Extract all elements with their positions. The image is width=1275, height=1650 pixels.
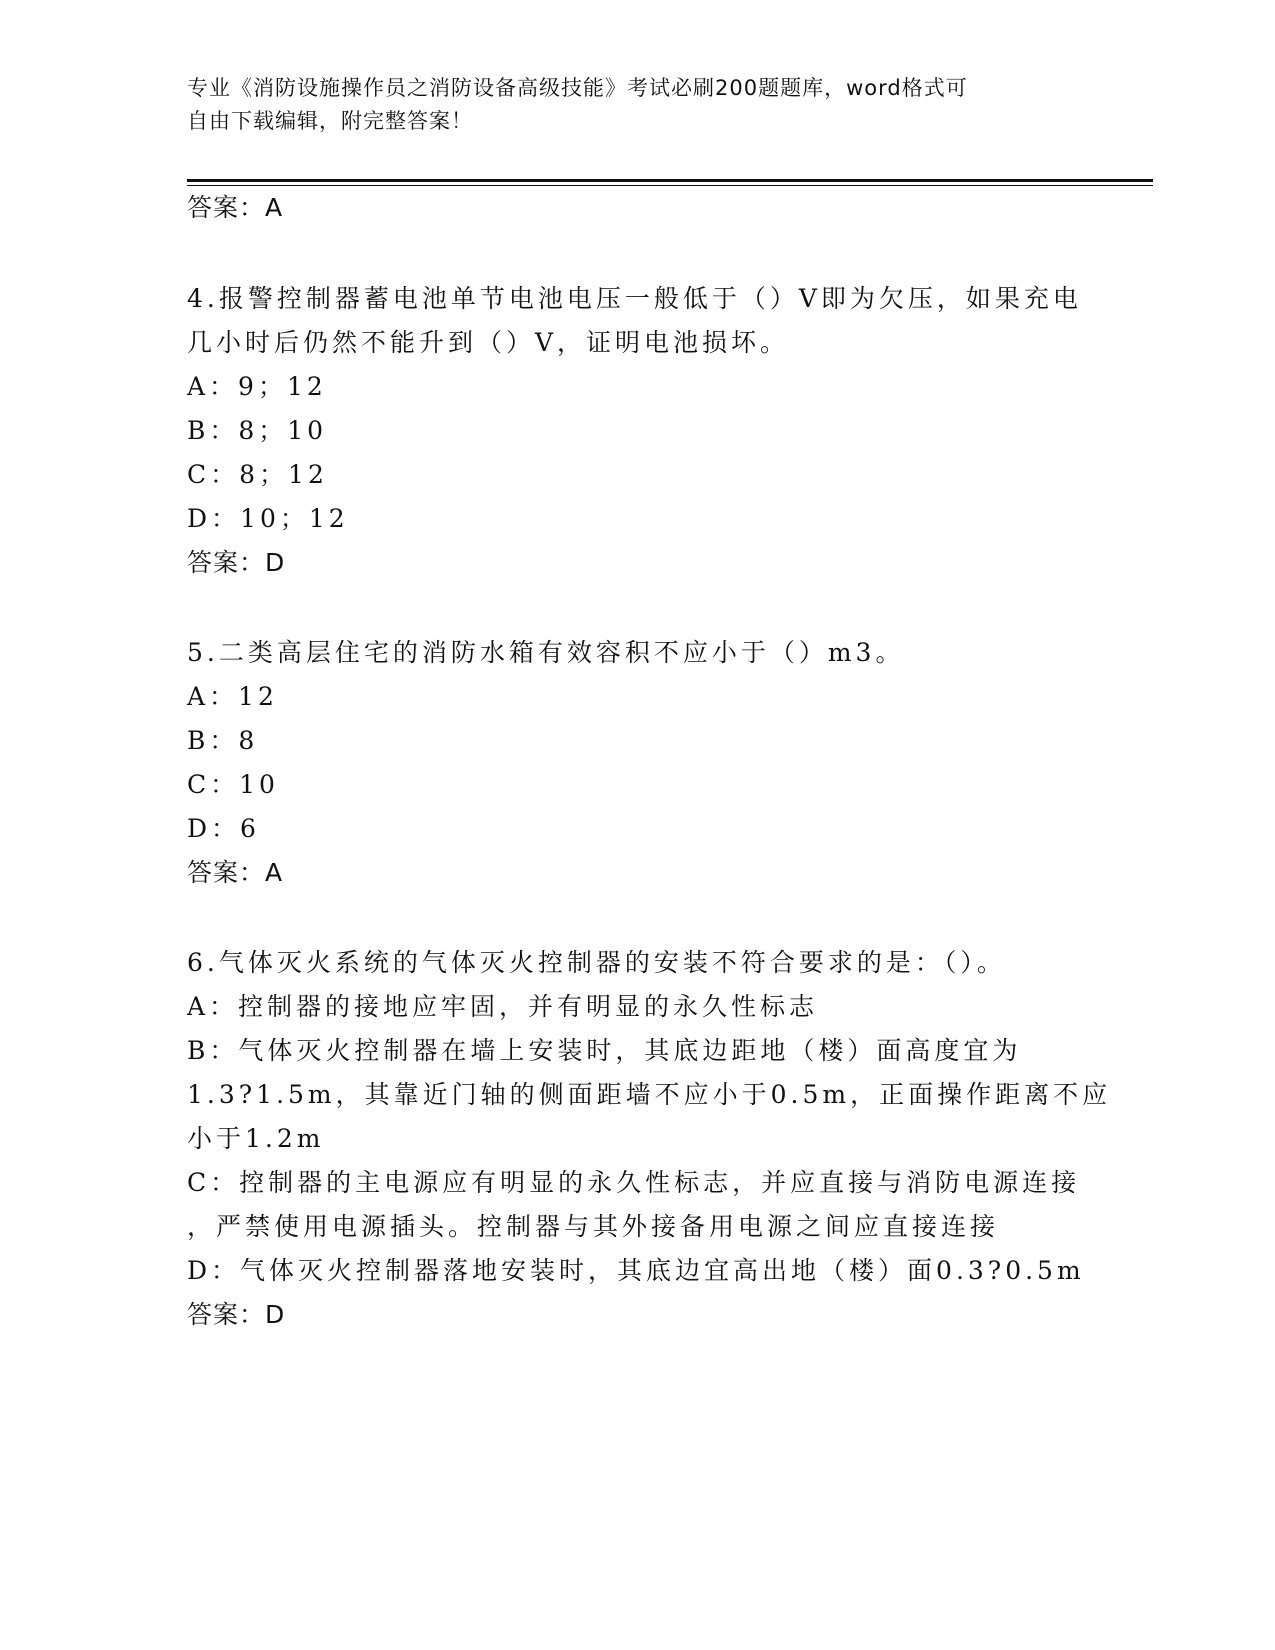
q6-option-b-line-2: 1.3?1.5m，其靠近门轴的侧面距墙不应小于0.5m，正面操作距离不应 (187, 1080, 1112, 1109)
header-divider-thick (187, 179, 1153, 182)
document-header (187, 72, 1087, 138)
q5-answer: 答案：A (187, 858, 284, 887)
q4-option-a: A：9；12 (187, 372, 327, 401)
header-line-1: 专业《消防设施操作员之消防设备高级技能》考试必刷200题题库，word格式可 (187, 76, 968, 100)
q5-option-b: B：8 (187, 726, 259, 755)
q5-stem: 5.二类高层住宅的消防水箱有效容积不应小于（）m3。 (187, 638, 905, 667)
q6-answer: 答案：D (187, 1300, 286, 1329)
q4-option-d: D：10；12 (187, 504, 349, 533)
q4-option-b: B：8；10 (187, 416, 328, 445)
q4-option-c: C：8；12 (187, 460, 328, 489)
q6-stem: 6.气体灭火系统的气体灭火控制器的安装不符合要求的是：（）。 (187, 948, 1006, 977)
q4-stem-line-2: 几小时后仍然不能升到（）V，证明电池损坏。 (187, 328, 790, 357)
previous-answer: 答案：A (187, 193, 284, 222)
q6-option-a: A：控制器的接地应牢固，并有明显的永久性标志 (187, 992, 819, 1021)
header-divider-thin (187, 185, 1153, 186)
q6-option-b-line-1: B：气体灭火控制器在墙上安装时，其底边距地（楼）面高度宜为 (187, 1036, 1022, 1065)
q6-option-b-line-3: 小于1.2m (187, 1124, 325, 1153)
q5-option-a: A：12 (187, 682, 278, 711)
header-line-2: 自由下载编辑，附完整答案！ (187, 109, 473, 133)
q6-option-d: D：气体灭火控制器落地安装时，其底边宜高出地（楼）面0.3?0.5m (187, 1256, 1085, 1285)
q5-option-d: D：6 (187, 814, 260, 843)
q4-stem-line-1: 4.报警控制器蓄电池单节电池电压一般低于（）V即为欠压，如果充电 (187, 284, 1082, 313)
q5-option-c: C：10 (187, 770, 279, 799)
q6-option-c-line-1: C：控制器的主电源应有明显的永久性标志，并应直接与消防电源连接 (187, 1168, 1081, 1197)
q6-option-c-line-2: ，严禁使用电源插头。控制器与其外接备用电源之间应直接连接 (187, 1212, 1000, 1241)
q4-answer: 答案：D (187, 548, 286, 577)
